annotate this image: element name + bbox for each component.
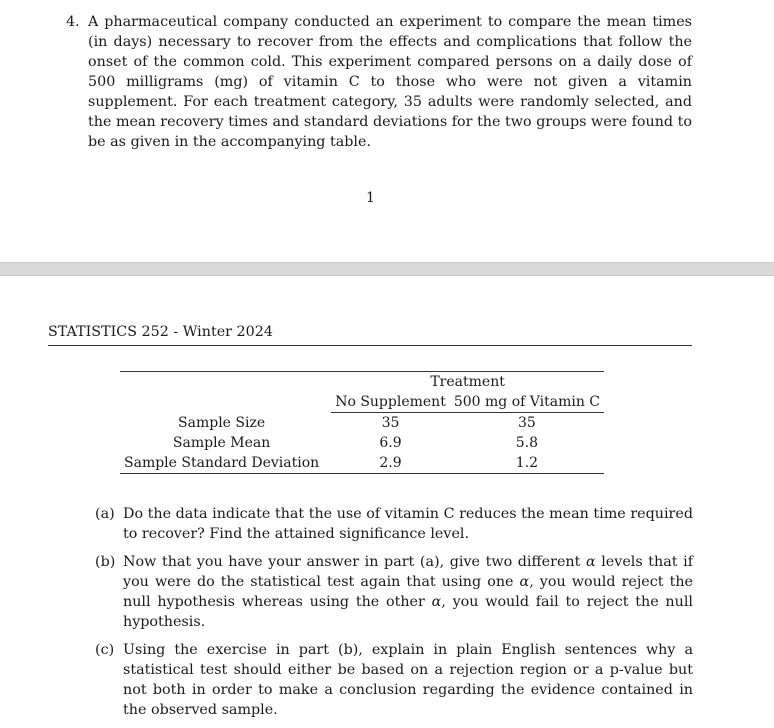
table-row <box>120 453 604 474</box>
cell-sample-mean-vitamin-c: 5.8 <box>515 435 539 451</box>
cell-sample-sd-vitamin-c: 1.2 <box>450 453 604 474</box>
page-number: 1 <box>366 190 375 206</box>
part-b-text: Now that you have your answer in part (a), give two different α levels that if you were do the statistical test again that using one α, you would reject the null hypothesis whereas using the other α, you would fail to reject the null hypothesis. <box>123 554 693 630</box>
problem-number: 4. <box>66 14 80 30</box>
row-label-sample-sd: Sample Standard Deviation <box>120 453 331 474</box>
running-header: STATISTICS 252 - Winter 2024 <box>48 322 692 346</box>
part-a-text: Do the data indicate that the use of vitamin C reduces the mean time required to recover? Find the attained significance level. <box>123 506 693 542</box>
column-header-no-supplement: No Supplement <box>331 392 450 413</box>
part-b <box>95 552 693 632</box>
cell-sample-mean-no-supplement: 6.9 <box>379 435 402 451</box>
page-1 <box>0 0 774 262</box>
cell-sample-size-no-supplement: 35 <box>381 415 400 431</box>
row-label-sample-size: Sample Size <box>178 414 266 431</box>
table-row <box>120 433 604 453</box>
column-header-vitamin-c: 500 mg of Vitamin C <box>450 392 604 413</box>
part-c-label: (c) <box>95 642 115 658</box>
row-label-sample-mean: Sample Mean <box>172 435 271 451</box>
part-b-label: (b) <box>95 554 116 570</box>
alpha-symbol: α <box>431 594 442 610</box>
part-a <box>95 504 693 544</box>
alpha-symbol: α <box>585 554 596 570</box>
table-row <box>120 413 604 434</box>
alpha-symbol: α <box>519 574 530 590</box>
cell-sample-sd-no-supplement: 2.9 <box>331 453 450 474</box>
part-c <box>95 640 693 720</box>
question-parts <box>95 504 693 728</box>
treatment-table <box>120 371 604 474</box>
cell-sample-size-vitamin-c: 35 <box>518 415 536 431</box>
page-separator <box>0 262 774 276</box>
table-group-header: Treatment <box>331 372 604 393</box>
part-c-text: Using the exercise in part (b), explain in plain English sentences why a statistical test should either be based on a rejection region or a p-value but not both in order to make a conclusion regarding the evidence contained in the observed sample. <box>123 642 693 718</box>
part-a-label: (a) <box>95 506 115 522</box>
problem-statement: A pharmaceutical company conducted an experiment to compare the mean times (in days) necessary to recover from the effects and complications that follow the onset of the common cold. This experiment compared persons on a daily dose of 500 milligrams (mg) of vitamin C to those who were not given a vitamin supplement. For each treatment category, 35 adults were randomly selected, and the mean recovery times and standard deviations for the two groups were found to be as given in the accompanying table. <box>88 14 692 150</box>
page-2 <box>0 276 774 718</box>
